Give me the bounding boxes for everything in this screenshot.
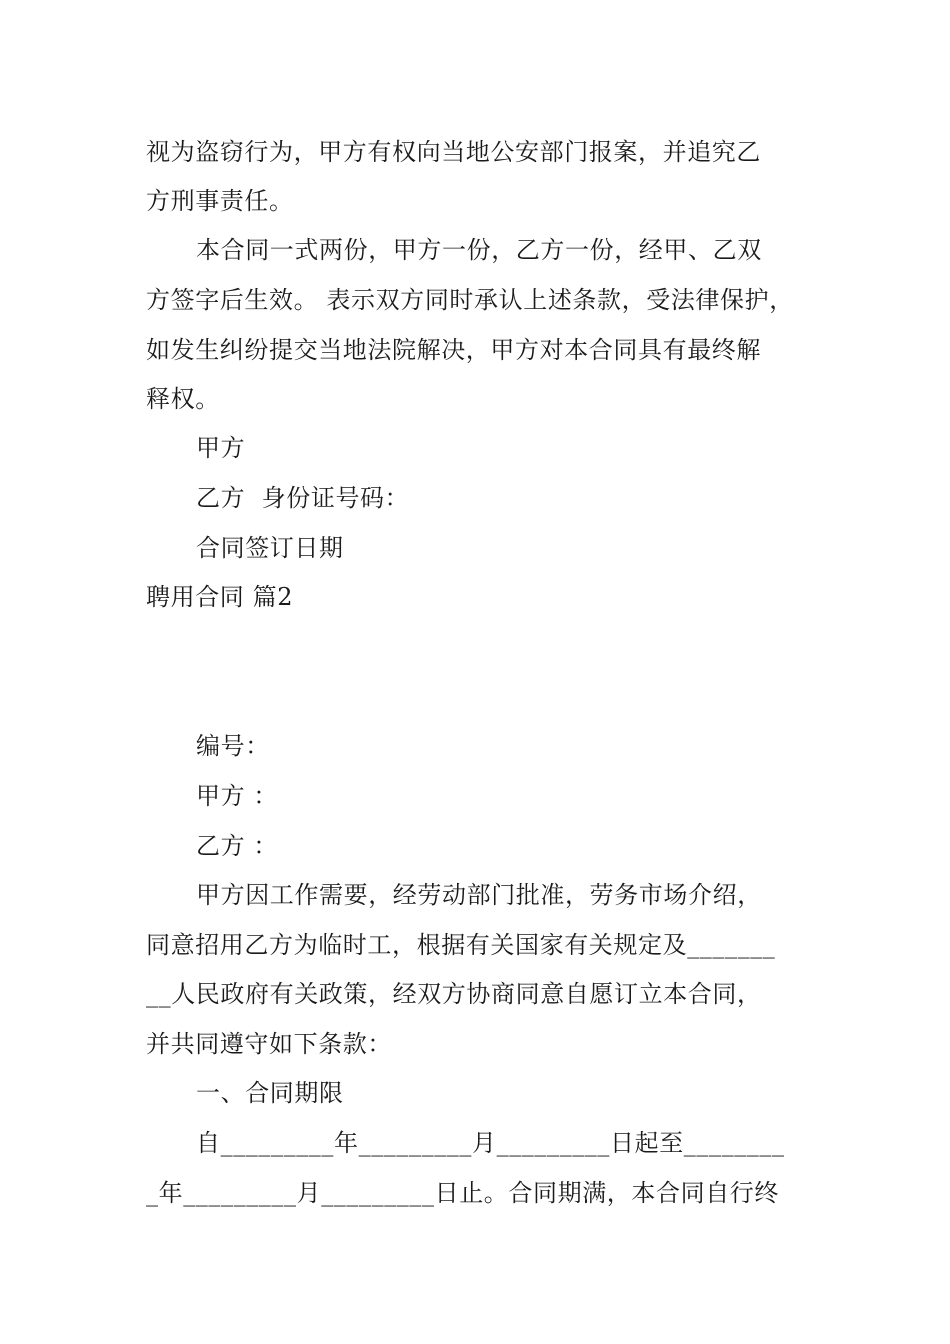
sign-date-label: 合同签订日期 — [196, 534, 344, 562]
party-a-field: 甲方 ： — [196, 782, 279, 810]
text-line: 并共同遵守如下条款： — [146, 1030, 392, 1058]
party-a-label: 甲方 — [196, 434, 246, 462]
party-b-id-label: 乙方 身份证号码： — [196, 484, 410, 512]
text-line: 方签字后生效。 表示双方同时承认上述条款，受法律保护， — [146, 286, 794, 314]
text-line: 方刑事责任。 — [146, 187, 294, 215]
text-line: __人民政府有关政策，经双方协商同意自愿订立本合同， — [146, 980, 762, 1008]
number-label: 编号： — [196, 732, 270, 760]
text-line: 视为盗窃行为，甲方有权向当地公安部门报案，并追究乙 — [146, 138, 761, 166]
paragraph-start: 本合同一式两份，甲方一份，乙方一份，经甲、乙双 — [196, 236, 762, 264]
text-line: 如发生纠纷提交当地法院解决，甲方对本合同具有最终解 — [146, 336, 761, 364]
text-line: 同意招用乙方为临时工，根据有关国家有关规定及_______ — [146, 931, 776, 959]
paragraph-start: 自_________年_________月_________日起至________ — [196, 1129, 785, 1157]
paragraph-start: 甲方因工作需要，经劳动部门批准，劳务市场介绍， — [196, 881, 762, 909]
text-line: _年_________月_________日止。合同期满，本合同自行终 — [146, 1179, 779, 1207]
party-b-field: 乙方 ： — [196, 832, 279, 860]
text-line: 释权。 — [146, 385, 220, 413]
section-title: 聘用合同 篇2 — [146, 583, 294, 611]
clause-heading: 一、合同期限 — [196, 1079, 344, 1107]
